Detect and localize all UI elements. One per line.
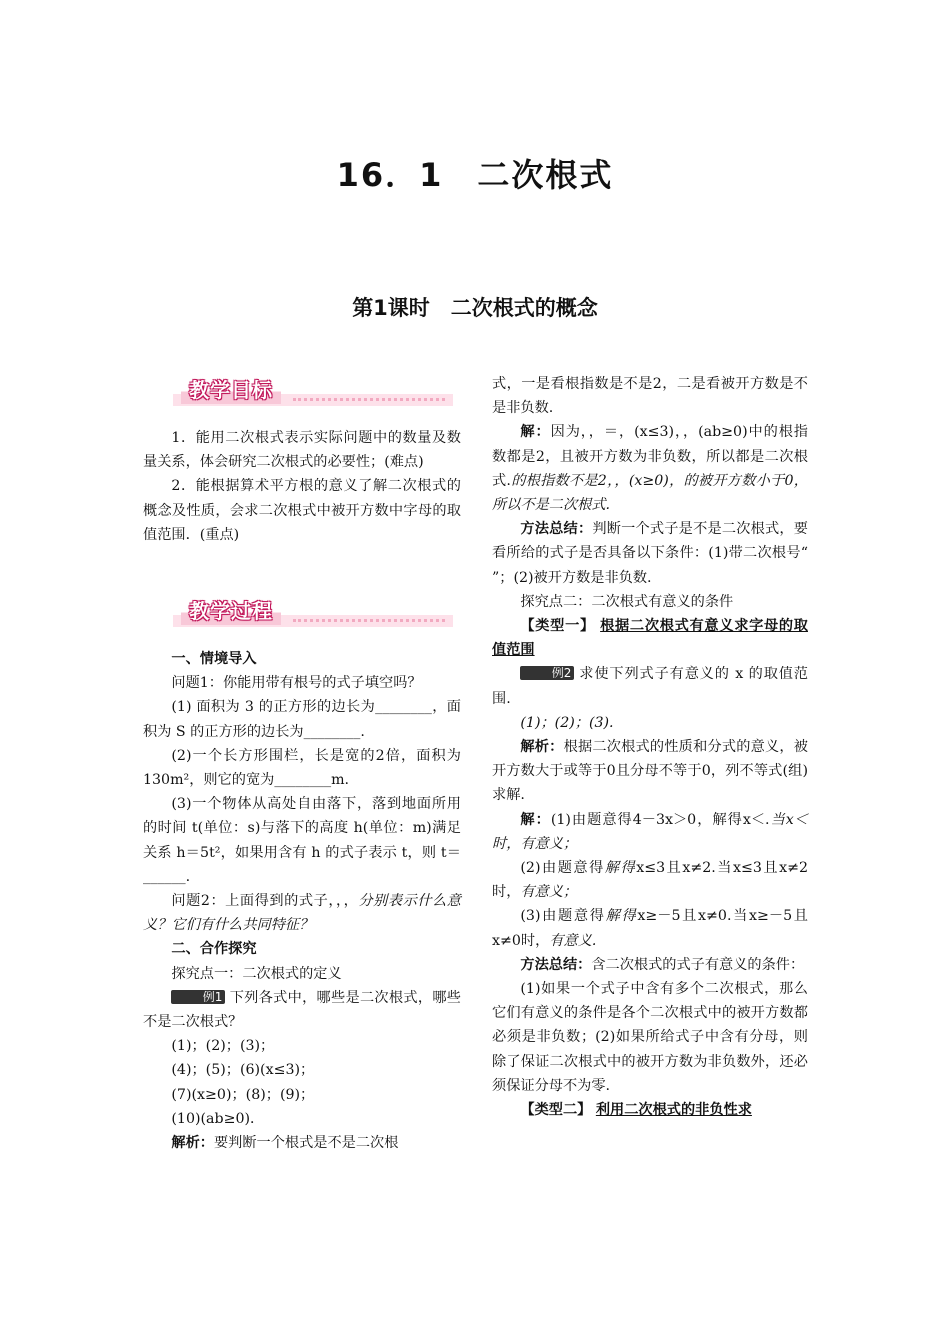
solution-2-3-d: 有意义. <box>549 932 597 949</box>
solution-2-1-italic: 当x＜时，有意义； <box>492 811 808 852</box>
solution-2-2-d: 有意义； <box>520 884 578 901</box>
explore-point-2: 探究点二：二次根式有意义的条件 <box>520 593 734 610</box>
goal-1: 1．能用二次根式表示实际问题中的数量及数量关系，体会研究二次根式的必要性；(难点) <box>143 430 461 471</box>
solution-2-3 <box>492 904 808 952</box>
type-2 <box>492 1098 808 1122</box>
solution-1 <box>492 420 808 517</box>
solution-italic: 的根指数不是2，，(x≥0)，的被开方数小于0，所以不是二次根式. <box>492 472 808 514</box>
left-column <box>143 372 461 1155</box>
example-2-tag: 例2 <box>520 666 574 680</box>
analysis-1 <box>143 1131 461 1155</box>
page-title: 16．1 二次根式 <box>336 156 614 194</box>
type-2-title: 利用二次根式的非负性求 <box>595 1102 752 1119</box>
analysis-2-text: 根据二次根式的性质和分式的意义，被开方数大于或等于0且分母不等于0，列不等式(组)求解. <box>492 739 808 804</box>
method-2-detail: (1)如果一个式子中含有多个二次根式，那么它们有意义的条件是各个二次根式中的被开方数都必须是非负数；(2)如果所给式子中含有分母，则除了保证二次根式中的被开方数为非负数外，还必须保证分母不为零. <box>492 981 808 1094</box>
solution-2-2-b: 解得 <box>604 860 637 877</box>
example-1-text: 下列各式中，哪些是二次根式，哪些不是二次根式？ <box>143 989 461 1031</box>
example-2-items: (1)；(2)；(3). <box>520 714 614 731</box>
example-1-line-3: (7)(x≥0)；(8)；(9)； <box>171 1086 315 1103</box>
solution-2-1-text: (1)由题意得4－3x＞0，解得x＜. <box>550 811 770 828</box>
method-2-text: 含二次根式的式子有意义的条件： <box>591 956 805 973</box>
solution-label: 解： <box>520 424 551 441</box>
solution-2-3-a: (3)由题意得 <box>520 908 606 925</box>
question-1a: (1) 面积为 3 的正方形的边长为________，面积为 S 的正方形的边长为________. <box>143 699 461 740</box>
method-label: 方法总结： <box>520 521 593 538</box>
process-banner <box>143 593 461 633</box>
method-summary-1 <box>492 517 808 590</box>
example-2 <box>492 662 808 710</box>
type-1-title: 根据二次根式有意义求字母的取值范围 <box>492 618 808 659</box>
objectives-banner <box>143 372 461 412</box>
solution-2-2-c: x≤3且x≠2.当x≤3且x≠2时， <box>492 860 808 901</box>
analysis-2-label: 解析： <box>520 739 564 756</box>
method-text: 判断一个式子是不是二次根式，要看所给的式子是否具备以下条件：(1)带二次根号“ ”；(2)被开方数是非负数. <box>492 521 808 586</box>
solution-2-label: 解： <box>520 811 551 828</box>
question-1: 问题1：你能用带有根号的式子填空吗？ <box>171 675 422 692</box>
example-1-tag: 例1 <box>171 990 225 1004</box>
right-column <box>492 372 808 1122</box>
type-2-tag: 【类型二】 <box>520 1102 592 1119</box>
question-1b: (2)一个长方形围栏，长是宽的2倍，面积为130m²，则它的宽为________m. <box>143 747 461 789</box>
example-1-line-2: (4)；(5)；(6)(x≤3)； <box>171 1062 315 1079</box>
method-summary-2 <box>492 953 808 977</box>
solution-2-3-c: x≥－5且x≠0.当x≥－5且x≠0时， <box>492 908 808 949</box>
question-2 <box>143 889 461 937</box>
section-explore: 二、合作探究 <box>171 941 257 958</box>
example-1-line-4: (10)(ab≥0)． <box>171 1110 265 1127</box>
objectives-heading: 教学目标 <box>181 376 281 404</box>
type-1 <box>492 614 808 662</box>
solution-text: 因为，，＝，(x≤3)，，(ab≥0)中的根指数都是2，且被开方数为非负数，所以都是二次根式. <box>492 424 808 489</box>
example-1-line-1: (1)；(2)；(3)； <box>171 1038 275 1055</box>
question-2-text: 问题2：上面得到的式子，，， <box>171 893 359 910</box>
analysis-text: 要判断一个根式是不是二次根 <box>213 1135 399 1152</box>
solution-2-1 <box>492 808 808 856</box>
section-intro: 一、情境导入 <box>171 651 257 668</box>
process-heading: 教学过程 <box>181 597 281 625</box>
analysis-2 <box>492 735 808 808</box>
question-2-italic: 分别表示什么意义？它们有什么共同特征？ <box>143 893 461 934</box>
solution-2-3-b: 解得 <box>605 908 638 925</box>
goal-2: 2．能根据算术平方根的意义了解二次根式的概念及性质，会求二次根式中被开方数中字母的取值范围．(重点) <box>143 478 461 543</box>
solution-2-2-a: (2)由题意得 <box>520 860 605 877</box>
example-1 <box>143 986 461 1034</box>
solution-2-2 <box>492 856 808 904</box>
lesson-subtitle: 第1课时 二次根式的概念 <box>352 296 598 320</box>
analysis-label: 解析： <box>171 1135 214 1152</box>
type-1-tag: 【类型一】 <box>520 618 595 635</box>
method-2-label: 方法总结： <box>520 956 592 973</box>
analysis-continued: 式，一是看根指数是不是2，二是看被开方数是不是非负数. <box>492 376 808 417</box>
question-1c: (3)一个物体从高处自由落下，落到地面所用的时间 t(单位：s)与落下的高度 h(单位：m)满足关系 h＝5t²，如果用含有 h 的式子表示 t，则 t＝______. <box>143 796 461 885</box>
explore-point-1: 探究点一：二次根式的定义 <box>171 965 342 982</box>
example-2-text: 求使下列式子有意义的 x 的取值范围. <box>492 666 808 707</box>
